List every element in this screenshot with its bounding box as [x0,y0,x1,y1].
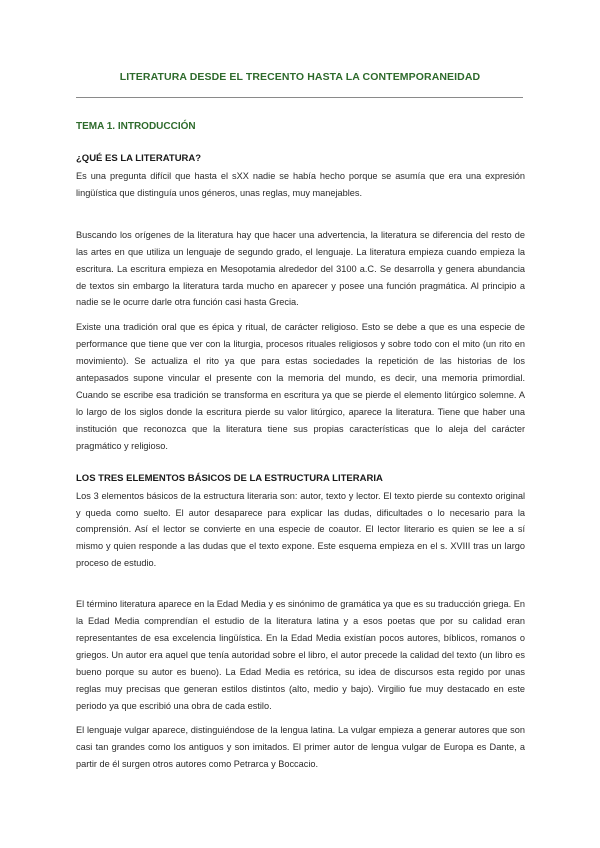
section-heading-three-elements: LOS TRES ELEMENTOS BÁSICOS DE LA ESTRUCTURA LITERARIA [76,472,383,484]
paragraph: El término literatura aparece en la Edad Media y es sinónimo de gramática ya que es su traducción griega. En la Edad Media comprendían el estudio de la literatura latina y a esos poetas que por su calidad eran representantes de esa excelencia lingüística. En la Edad Media existían pocos autores, bíblicos, romanos o griegos. Un autor era aquel que tenía autoridad sobre el libro, el autor precede la calidad del texto (un libro es bueno porque su autor es bueno). La Edad Media es retórica, su idea de discursos esta regido por unas reglas muy precisas que generan estilos distintos (alto, medio y bajo). Virgilio fue muy destacado en este periodo ya que escribió una obra de cada estilo. [76,599,525,711]
paragraph: Existe una tradición oral que es épica y ritual, de carácter religioso. Esto se debe a que es una especie de performance que tiene que ver con la liturgia, procesos rituales religiosos y sobre todo con el mito (un rito en movimiento). Se actualiza el rito ya que para estas sociedades la repetición de las historias de los antepasados supone vincular el presente con la memoria del mundo, es decir, una memoria primordial. Cuando se escribe esa tradición se transforma en escritura ya que se pierde el elemento litúrgico solemne. A lo largo de los siglos donde la escritura pierde su valor litúrgico, aparece la literatura. Tiene que haber una institución que reconozca que la literatura tiene sus propias características que lo aleja del carácter pragmático y religioso. [76,322,525,451]
title-divider [76,97,523,98]
paragraph: El lenguaje vulgar aparece, distinguiéndose de la lengua latina. La vulgar empieza a generar autores que son casi tan grandes como los antiguos y son imitados. El primer autor de lengua vulgar de Europa es Dante, a partir de él surgen otros autores como Petrarca y Boccacio. [76,725,525,770]
document-body [76,121,525,773]
paragraph: Es una pregunta difícil que hasta el sXX nadie se había hecho porque se asumía que era una expresión lingüística que distinguía unos géneros, unas reglas, muy manejables. [76,171,525,198]
section-heading-what-is-literature: ¿QUÉ ES LA LITERATURA? [76,153,202,164]
paragraph: Buscando los orígenes de la literatura hay que hacer una advertencia, la literatura se diferencia del resto de las artes en que utiliza un lenguaje de segundo grado, el lenguaje. La literatura empieza cuando empieza la escritura. La escritura empieza en Mesopotamia alrededor del 3100 a.C. Se desarrolla y genera abundancia de textos sin embargo la literatura tarda mucho en aparecer y posee una función pragmática. Al principio a nadie se le ocurre darle otra función casi hasta Grecia. [76,229,525,308]
topic-heading: TEMA 1. INTRODUCCIÓN [76,121,196,132]
paragraph: Los 3 elementos básicos de la estructura literaria son: autor, texto y lector. El texto pierde su contexto original y queda como suelto. El autor desaparece para explicar las dudas, dificultades o lo necesario para la comprensión. Así el lector se convierte en una especie de coautor. El lector literario es quien se lee a sí mismo y quien responde a las dudas que el texto expone. Este esquema empieza en el s. XVIII tras un largo proceso de estudio. [76,490,525,569]
document-title: LITERATURA DESDE EL TRECENTO HASTA LA CONTEMPORANEIDAD [119,71,481,83]
